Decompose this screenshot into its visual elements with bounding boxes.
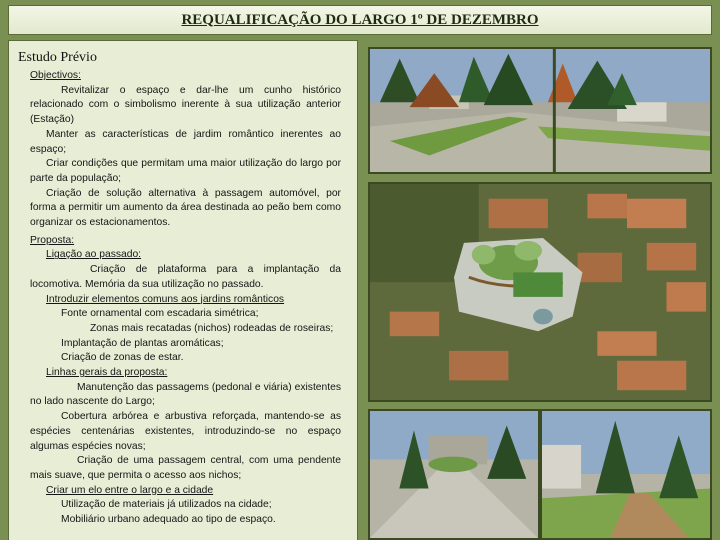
proposal-item: Cobertura arbórea e arbustiva reforçada, mantendo-se as espécies centenárias existentes, introduzindo-se no espaço algumas espécies novas; bbox=[30, 411, 341, 452]
render-bottom-right bbox=[540, 409, 712, 540]
proposal-item: Utilização de materiais já utilizados na cidade; bbox=[61, 499, 272, 511]
proposal-item: Implantação de plantas aromáticas; bbox=[61, 337, 224, 349]
proposal-item: Mobiliário urbano adequado ao tipo de espaço. bbox=[61, 514, 276, 526]
proposal-item: Criação de uma passagem central, com uma pendente mais suave, que permita o acesso aos nichos; bbox=[30, 455, 341, 481]
render-bottom-left-image bbox=[370, 411, 538, 538]
proposal-item: Criação de zonas de estar. bbox=[61, 352, 184, 364]
section-title: Estudo Prévio bbox=[18, 50, 97, 65]
render-top bbox=[368, 47, 712, 174]
render-top-image bbox=[370, 49, 710, 172]
objectives-heading: Objectivos: bbox=[30, 70, 81, 81]
body-text bbox=[30, 69, 341, 528]
page-title: REQUALIFICAÇÃO DO LARGO 1º DE DEZEMBRO bbox=[181, 11, 539, 28]
objective-item: Criação de solução alternativa à passagem automóvel, por forma a permitir um aumento da área destinada ao peão bem como organizar os estacionamentos. bbox=[30, 187, 341, 229]
render-aerial-image bbox=[370, 184, 710, 400]
text-panel bbox=[8, 40, 358, 540]
title-bar bbox=[8, 5, 712, 35]
proposal-item: Zonas mais recatadas (nichos) rodeadas de roseiras; bbox=[90, 322, 334, 334]
objective-item: Manter as características de jardim romântico inerentes ao espaço; bbox=[30, 128, 341, 155]
render-bottom-right-image bbox=[542, 411, 710, 538]
render-bottom-left bbox=[368, 409, 540, 540]
proposal-item: Criação de plataforma para a implantação da locomotiva. Memória da sua utilização no passado. bbox=[30, 264, 341, 290]
romantic-heading: Introduzir elementos comuns aos jardins românticos bbox=[46, 293, 285, 305]
proposal-heading: Proposta: bbox=[30, 234, 75, 246]
link-past-heading: Ligação ao passado: bbox=[46, 249, 142, 261]
objective-item: Criar condições que permitam uma maior utilização do largo por parte da população; bbox=[30, 158, 341, 184]
proposal-item: Manutenção das passagems (pedonal e viária) existentes no lado nascente do Largo; bbox=[30, 381, 341, 408]
link-city-heading: Criar um elo entre o largo e a cidade bbox=[46, 484, 214, 496]
lines-heading: Linhas gerais da proposta: bbox=[46, 367, 168, 379]
render-aerial bbox=[368, 182, 712, 402]
objective-item: Revitalizar o espaço e dar-lhe um cunho histórico relacionado com o simbolismo inerente à sua utilização anterior (Estação) bbox=[30, 84, 341, 126]
proposal-item: Fonte ornamental com escadaria simétrica; bbox=[61, 308, 259, 320]
